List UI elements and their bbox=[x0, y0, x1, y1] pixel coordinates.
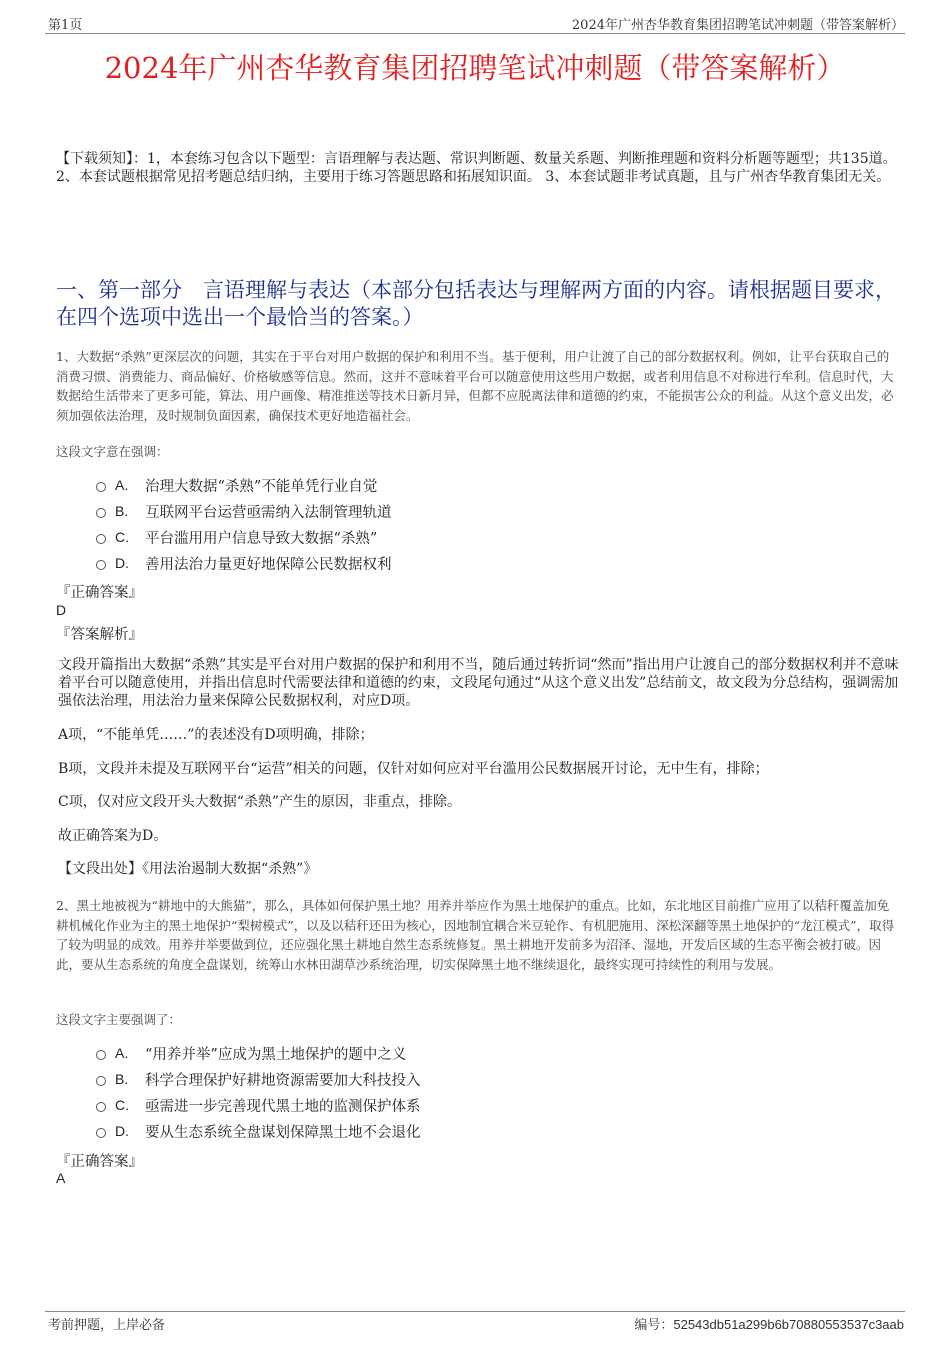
question-2-option-b[interactable] bbox=[96, 1066, 421, 1092]
question-1-analysis-paragraph: 文段开篇指出大数据“杀熟”其实是平台对用户数据的保护和利用不当，随后通过转折词“然而”指出用户让渡自己的部分数据权利并不意味着平台可以随意使用，并指出信息时代需要法律和道德的约束，文段尾句通过“从这个意义出发”总结前文，故文段为分总结构，强调需加强依法治理，用法治力量来保障公民数据权利，对应D项。 bbox=[58, 657, 899, 709]
question-1-text: 1、大数据“杀熟”更深层次的问题，其实在于平台对用户数据的保护和利用不当。基于便利，用户让渡了自己的部分数据权利。例如，让平台获取自己的消费习惯、消费能力、商品偏好、价格敏感等信息。然而，这并不意味着平台可以随意使用这些用户数据，或者利用信息不对称进行牟利。信息时代，大数据给生活带来了更多可能，算法、用户画像、精准推送等技术日新月异，但都不应脱离法律和道德的约束，不能损害公众的利益。从这个意义出发，必须加强依法治理，及时规制负面因素，确保技术更好地造福社会。 bbox=[56, 349, 894, 423]
question-1-options bbox=[96, 472, 392, 576]
option-letter: A. bbox=[115, 1045, 129, 1061]
option-text: 互联网平台运营亟需纳入法制管理轨道 bbox=[145, 504, 392, 521]
radio-icon[interactable] bbox=[96, 534, 106, 544]
question-2-option-c[interactable] bbox=[96, 1092, 421, 1118]
page-number: 第1页 bbox=[48, 18, 83, 33]
download-notice: 【下载须知】：1，本套练习包含以下题型：言语理解与表达题、常识判断题、数量关系题、判断推理题和资料分析题等题型；共135道。 2、本套试题根据常见招考题总结归纳，主要用于练习答题思路和拓展知识面。 3、本套试题非考试真题，且与广州杏华教育集团无关。 bbox=[56, 151, 897, 185]
question-1-option-d[interactable] bbox=[96, 550, 392, 576]
option-text: 善用法治力量更好地保障公民数据权利 bbox=[145, 556, 392, 573]
footer-code-label: 编号： bbox=[634, 1318, 674, 1333]
question-1-option-b[interactable] bbox=[96, 498, 392, 524]
question-1-analysis-label: 『答案解析』 bbox=[56, 627, 143, 643]
header-divider bbox=[45, 33, 905, 34]
question-1-analysis-b: B项，文段并未提及互联网平台“运营”相关的问题，仅针对如何应对平台滥用公民数据展开讨论，无中生有，排除； bbox=[58, 761, 769, 777]
question-1-conclusion: 故正确答案为D。 bbox=[58, 828, 168, 844]
option-letter: B. bbox=[115, 1071, 129, 1087]
question-1-source: 【文段出处】《用法治遏制大数据“杀熟”》 bbox=[58, 861, 318, 877]
option-text: 治理大数据“杀熟”不能单凭行业自觉 bbox=[145, 478, 378, 495]
document-title: 2024年广州杏华教育集团招聘笔试冲刺题（带答案解析） bbox=[104, 51, 846, 85]
footer-code-value: 52543db51a299b6b70880553537c3aab bbox=[673, 1317, 904, 1332]
question-2-answer: A bbox=[56, 1170, 66, 1186]
question-1-answer: D bbox=[56, 602, 67, 618]
option-letter: B. bbox=[115, 503, 129, 519]
footer-code bbox=[634, 1314, 904, 1333]
question-1-option-c[interactable] bbox=[96, 524, 392, 550]
radio-icon[interactable] bbox=[96, 508, 106, 518]
option-letter: C. bbox=[115, 529, 129, 545]
section-heading: 一、第一部分 言语理解与表达（本部分包括表达与理解两方面的内容。请根据题目要求，在四个选项中选出一个最恰当的答案。） bbox=[56, 278, 896, 329]
question-1-analysis-c: C项，仅对应文段开头大数据“杀熟”产生的原因，非重点，排除。 bbox=[58, 794, 462, 810]
option-text: 亟需进一步完善现代黑土地的监测保护体系 bbox=[145, 1098, 421, 1115]
option-letter: D. bbox=[115, 555, 129, 571]
footer-slogan: 考前押题，上岸必备 bbox=[48, 1318, 166, 1333]
radio-icon[interactable] bbox=[96, 482, 106, 492]
option-letter: A. bbox=[115, 477, 129, 493]
question-2-option-d[interactable] bbox=[96, 1118, 421, 1144]
radio-icon[interactable] bbox=[96, 1128, 106, 1138]
radio-icon[interactable] bbox=[96, 1076, 106, 1086]
option-letter: C. bbox=[115, 1097, 129, 1113]
question-2-options bbox=[96, 1040, 421, 1144]
question-2-answer-label: 『正确答案』 bbox=[56, 1154, 143, 1170]
question-1-analysis-a: A项，“不能单凭……”的表述没有D项明确，排除； bbox=[58, 727, 374, 743]
option-text: 平台滥用用户信息导致大数据“杀熟” bbox=[145, 530, 378, 547]
question-2-prompt: 这段文字主要强调了： bbox=[56, 1012, 182, 1027]
question-2-option-a[interactable] bbox=[96, 1040, 421, 1066]
question-1-answer-label: 『正确答案』 bbox=[56, 585, 143, 601]
question-1-prompt: 这段文字意在强调： bbox=[56, 444, 169, 459]
running-header-title: 2024年广州杏华教育集团招聘笔试冲刺题（带答案解析） bbox=[571, 18, 904, 33]
question-1-option-a[interactable] bbox=[96, 472, 392, 498]
footer-divider bbox=[45, 1311, 905, 1312]
radio-icon[interactable] bbox=[96, 1102, 106, 1112]
radio-icon[interactable] bbox=[96, 560, 106, 570]
option-text: 科学合理保护好耕地资源需要加大科技投入 bbox=[145, 1072, 421, 1089]
radio-icon[interactable] bbox=[96, 1050, 106, 1060]
question-2-text: 2、黑土地被视为“耕地中的大熊猫”，那么，具体如何保护黑土地？用养并举应作为黑土地保护的重点。比如，东北地区目前推广应用了以秸秆覆盖加免耕机械化作业为主的黑土地保护“梨树模式”，以及以秸秆还田为核心，因地制宜耦合米豆轮作、有机肥施用、深松深翻等黑土地保护的“龙江模式”，取得了较为明显的成效。用养并举要做到位，还应强化黑土耕地自然生态系统修复。黑土耕地开发前多为沼泽、湿地，开发后区域的生态平衡会被打破。因此，要从生态系统的角度全盘谋划，统筹山水林田湖草沙系统治理，切实保障黑土地不继续退化，最终实现可持续性的利用与发展。 bbox=[56, 898, 895, 972]
option-text: 要从生态系统全盘谋划保障黑土地不会退化 bbox=[145, 1124, 421, 1141]
option-letter: D. bbox=[115, 1123, 129, 1139]
option-text: “用养并举”应成为黑土地保护的题中之义 bbox=[145, 1046, 407, 1063]
